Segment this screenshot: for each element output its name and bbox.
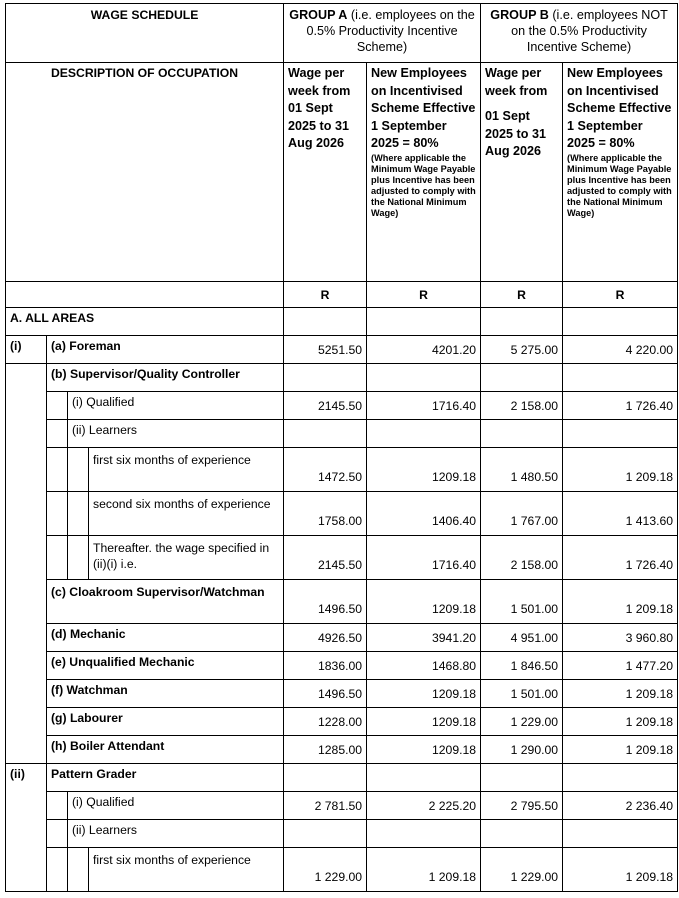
value-cell: 1 209.18 <box>563 680 678 708</box>
empty-cell <box>6 536 47 580</box>
value-cell: 5 275.00 <box>481 336 563 364</box>
empty-cell <box>284 364 367 392</box>
indent-cell <box>68 536 89 580</box>
empty-cell <box>284 420 367 448</box>
value-cell: 3 960.80 <box>563 624 678 652</box>
value-cell: 1496.50 <box>284 680 367 708</box>
value-cell: 1716.40 <box>367 392 481 420</box>
empty-cell <box>563 308 678 336</box>
empty-cell <box>6 848 47 892</box>
value-cell: 2145.50 <box>284 536 367 580</box>
empty-cell <box>563 420 678 448</box>
empty-cell <box>6 708 47 736</box>
value-cell: 1 209.18 <box>563 736 678 764</box>
group-b-new-employees-note: (Where applicable the Minimum Wage Payable plus Incentive has been adjusted to comply with the National Minimum Wage) <box>567 152 672 218</box>
value-cell: 1 846.50 <box>481 652 563 680</box>
labourer-label: (g) Labourer <box>47 708 284 736</box>
value-cell: 1 726.40 <box>563 392 678 420</box>
value-cell: 1 413.60 <box>563 492 678 536</box>
value-cell: 2 236.40 <box>563 792 678 820</box>
section-a-row <box>6 308 678 336</box>
pattern-grader-row <box>6 764 678 792</box>
value-cell: 2 158.00 <box>481 536 563 580</box>
currency-label: R <box>367 282 481 308</box>
cloakroom-row <box>6 580 678 624</box>
value-cell: 4 951.00 <box>481 624 563 652</box>
empty-cell <box>367 764 481 792</box>
pattern-learners-label: (ii) Learners <box>68 820 284 848</box>
wage-schedule-table <box>5 3 678 892</box>
supervisor-first-six-row <box>6 448 678 492</box>
indent-cell <box>68 448 89 492</box>
empty-cell <box>284 308 367 336</box>
empty-cell <box>367 820 481 848</box>
value-cell: 2 781.50 <box>284 792 367 820</box>
empty-cell <box>6 736 47 764</box>
value-cell: 1468.80 <box>367 652 481 680</box>
empty-cell <box>563 764 678 792</box>
value-cell: 1 209.18 <box>563 580 678 624</box>
empty-cell <box>6 364 47 392</box>
value-cell: 1209.18 <box>367 680 481 708</box>
value-cell: 1209.18 <box>367 580 481 624</box>
wage-schedule-title: WAGE SCHEDULE <box>6 4 284 63</box>
indent-cell <box>47 420 68 448</box>
empty-cell <box>284 764 367 792</box>
indent-cell <box>68 848 89 892</box>
empty-cell <box>481 820 563 848</box>
group-a-header <box>284 4 481 63</box>
value-cell: 5251.50 <box>284 336 367 364</box>
header-row-groups <box>6 4 678 63</box>
empty-cell <box>6 420 47 448</box>
empty-cell <box>367 364 481 392</box>
empty-cell <box>6 624 47 652</box>
supervisor-second-six-row <box>6 492 678 536</box>
supervisor-row <box>6 364 678 392</box>
group-a-description: (i.e. employees on the 0.5% Productivity Incentive Scheme) <box>306 8 475 54</box>
boiler-attendant-row <box>6 736 678 764</box>
cloakroom-label: (c) Cloakroom Supervisor/Watchman <box>47 580 284 624</box>
value-cell: 2145.50 <box>284 392 367 420</box>
value-cell: 1 501.00 <box>481 680 563 708</box>
value-cell: 2 158.00 <box>481 392 563 420</box>
empty-cell <box>6 448 47 492</box>
pattern-grader-label: Pattern Grader <box>47 764 284 792</box>
group-b-wage-header <box>481 63 563 282</box>
group-b-title: GROUP B <box>490 8 549 22</box>
mechanic-label: (d) Mechanic <box>47 624 284 652</box>
pattern-learners-row <box>6 820 678 848</box>
row-number: (i) <box>6 336 47 364</box>
value-cell: 1 229.00 <box>481 708 563 736</box>
group-b-new-employees-header <box>563 63 678 282</box>
supervisor-second-six-label: second six months of experience <box>89 492 284 536</box>
value-cell: 1 480.50 <box>481 448 563 492</box>
value-cell: 1 229.00 <box>284 848 367 892</box>
value-cell: 1758.00 <box>284 492 367 536</box>
empty-cell <box>6 652 47 680</box>
unqualified-mechanic-row <box>6 652 678 680</box>
supervisor-label: (b) Supervisor/Quality Controller <box>47 364 284 392</box>
group-b-wage-line2: 01 Sept 2025 to 31 Aug 2026 <box>485 109 546 158</box>
empty-cell <box>6 580 47 624</box>
value-cell: 1228.00 <box>284 708 367 736</box>
value-cell: 1 209.18 <box>367 848 481 892</box>
labourer-row <box>6 708 678 736</box>
empty-cell <box>367 420 481 448</box>
value-cell: 4201.20 <box>367 336 481 364</box>
indent-cell <box>47 792 68 820</box>
supervisor-learners-label: (ii) Learners <box>68 420 284 448</box>
empty-cell <box>6 392 47 420</box>
unqualified-mechanic-label: (e) Unqualified Mechanic <box>47 652 284 680</box>
description-header: DESCRIPTION OF OCCUPATION <box>6 63 284 282</box>
currency-row-blank <box>6 282 284 308</box>
empty-cell <box>481 420 563 448</box>
mechanic-row <box>6 624 678 652</box>
indent-cell <box>47 492 68 536</box>
supervisor-learners-row <box>6 420 678 448</box>
value-cell: 1472.50 <box>284 448 367 492</box>
group-a-new-employees-note: (Where applicable the Minimum Wage Payable plus Incentive has been adjusted to comply with the National Minimum Wage) <box>371 152 476 218</box>
empty-cell <box>481 308 563 336</box>
value-cell: 3941.20 <box>367 624 481 652</box>
value-cell: 2 795.50 <box>481 792 563 820</box>
value-cell: 1209.18 <box>367 736 481 764</box>
empty-cell <box>563 364 678 392</box>
value-cell: 1836.00 <box>284 652 367 680</box>
foreman-row <box>6 336 678 364</box>
indent-cell <box>47 536 68 580</box>
value-cell: 1496.50 <box>284 580 367 624</box>
indent-cell <box>68 492 89 536</box>
indent-cell <box>47 448 68 492</box>
header-row-columns <box>6 63 678 282</box>
supervisor-thereafter-label: Thereafter. the wage specified in (ii)(i) i.e. <box>89 536 284 580</box>
value-cell: 1 767.00 <box>481 492 563 536</box>
foreman-label: (a) Foreman <box>47 336 284 364</box>
group-a-new-employees-header <box>367 63 481 282</box>
currency-label: R <box>481 282 563 308</box>
empty-cell <box>284 820 367 848</box>
supervisor-first-six-label: first six months of experience <box>89 448 284 492</box>
value-cell: 1209.18 <box>367 448 481 492</box>
watchman-row <box>6 680 678 708</box>
currency-label: R <box>284 282 367 308</box>
value-cell: 2 225.20 <box>367 792 481 820</box>
indent-cell <box>47 848 68 892</box>
value-cell: 4926.50 <box>284 624 367 652</box>
watchman-label: (f) Watchman <box>47 680 284 708</box>
supervisor-qualified-row <box>6 392 678 420</box>
group-b-header <box>481 4 678 63</box>
empty-cell <box>563 820 678 848</box>
section-a-title: A. ALL AREAS <box>6 308 284 336</box>
empty-cell <box>6 820 47 848</box>
empty-cell <box>367 308 481 336</box>
value-cell: 1209.18 <box>367 708 481 736</box>
empty-cell <box>6 492 47 536</box>
value-cell: 1716.40 <box>367 536 481 580</box>
pattern-qualified-row <box>6 792 678 820</box>
currency-label: R <box>563 282 678 308</box>
value-cell: 4 220.00 <box>563 336 678 364</box>
value-cell: 1285.00 <box>284 736 367 764</box>
empty-cell <box>6 792 47 820</box>
group-b-description: (i.e. employees NOT on the 0.5% Productivity Incentive Scheme) <box>511 8 668 54</box>
boiler-attendant-label: (h) Boiler Attendant <box>47 736 284 764</box>
indent-cell <box>47 820 68 848</box>
pattern-qualified-label: (i) Qualified <box>68 792 284 820</box>
value-cell: 1 726.40 <box>563 536 678 580</box>
group-a-wage-header: Wage per week from 01 Sept 2025 to 31 Aug 2026 <box>284 63 367 282</box>
empty-cell <box>481 764 563 792</box>
group-a-title: GROUP A <box>289 8 348 22</box>
group-b-wage-line1: Wage per week from <box>485 66 548 98</box>
value-cell: 1 209.18 <box>563 848 678 892</box>
indent-cell <box>47 392 68 420</box>
value-cell: 1 229.00 <box>481 848 563 892</box>
supervisor-qualified-label: (i) Qualified <box>68 392 284 420</box>
supervisor-thereafter-row <box>6 536 678 580</box>
value-cell: 1 290.00 <box>481 736 563 764</box>
value-cell: 1 209.18 <box>563 708 678 736</box>
pattern-first-six-label: first six months of experience <box>89 848 284 892</box>
value-cell: 1 477.20 <box>563 652 678 680</box>
empty-cell <box>6 680 47 708</box>
value-cell: 1 501.00 <box>481 580 563 624</box>
value-cell: 1 209.18 <box>563 448 678 492</box>
group-b-new-employees-title: New Employees on Incentivised Scheme Effective 1 September 2025 = 80% <box>567 66 672 150</box>
currency-row <box>6 282 678 308</box>
row-number: (ii) <box>6 764 47 792</box>
empty-cell <box>481 364 563 392</box>
group-a-new-employees-title: New Employees on Incentivised Scheme Effective 1 September 2025 = 80% <box>371 66 476 150</box>
pattern-first-six-row <box>6 848 678 892</box>
value-cell: 1406.40 <box>367 492 481 536</box>
